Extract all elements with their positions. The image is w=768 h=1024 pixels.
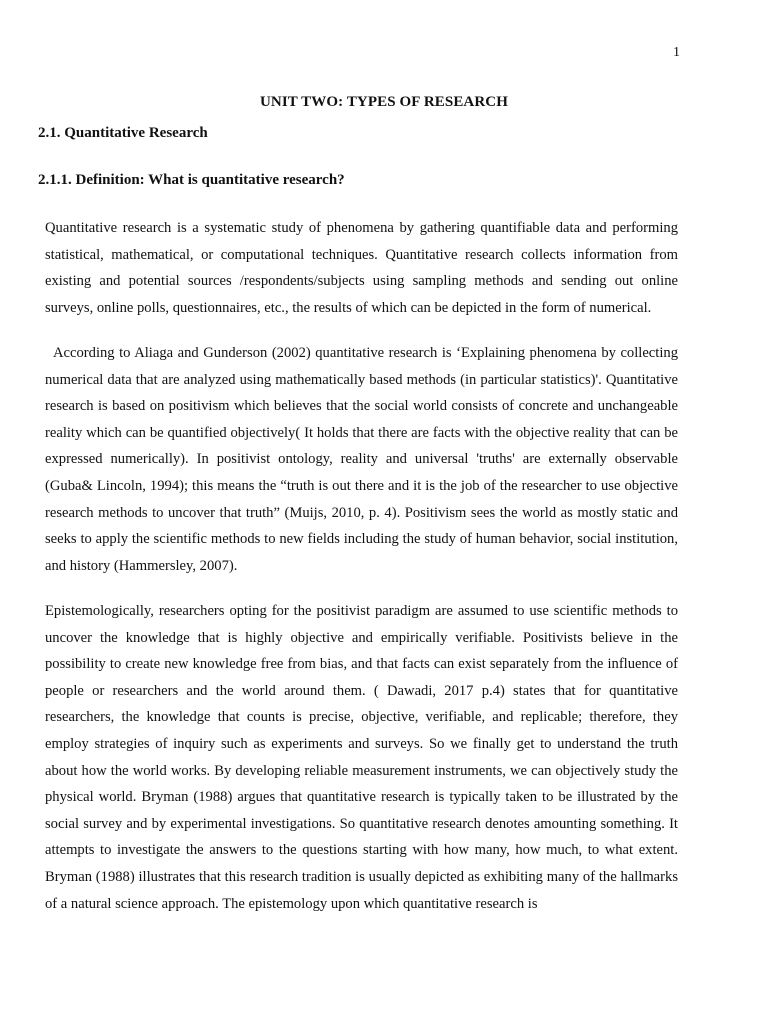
paragraph-epistemology: Epistemologically, researchers opting for the positivist paradigm are assumed to use scientific methods to uncover the knowledge that is highly objective and empirically verifiable. Positivists believe in the possibility to create new knowledge free from bias, and that facts can exist separately from the influence of people or researchers and the world around them. ( Dawadi, 2017 p.4) states that for quantitative researchers, the knowledge that counts is precise, objective, verifiable, and replicable; therefore, they employ strategies of inquiry such as experiments and surveys. So we finally get to understand the truth about how the world works. By developing reliable measurement instruments, we can objectively study the physical world. Bryman (1988) argues that quantitative research is typically taken to be illustrated by the social survey and by experimental investigations. So quantitative research denotes amounting something. It attempts to investigate the answers to the questions starting with how many, how much, to what extent. Bryman (1988) illustrates that this research tradition is usually depicted as exhibiting many of the hallmarks of a natural science approach. The epistemology upon which quantitative research is: [45, 603, 678, 912]
section-heading: 2.1. Quantitative Research: [38, 125, 208, 141]
unit-title: UNIT TWO: TYPES OF RESEARCH: [259, 94, 509, 110]
paragraph-aliaga-gunderson: According to Aliaga and Gunderson (2002) quantitative research is ‘Explaining phenomena by collecting numerical data that are analyzed using mathematically based methods (in particular statistics)'. Quantitative research is based on positivism which believes that the social world consists of concrete and unchangeable reality which can be quantified objectively( It holds that there are facts with the objective reality that can be expressed numerically). In positivist ontology, reality and universal 'truths' are externally observable (Guba& Lincoln, 1994); this means the “truth is out there and it is the job of the researcher to use objective research methods to uncover that truth” (Muijs, 2010, p. 4). Positivism sees the world as mostly static and seeks to apply the scientific methods to new fields including the study of human behavior, social institution, and history (Hammersley, 2007).: [45, 345, 678, 574]
page-number: 1: [673, 45, 680, 60]
paragraph-definition: Quantitative research is a systematic study of phenomena by gathering quantifiable data and performing statistical, mathematical, or computational techniques. Quantitative research collects information from existing and potential sources /respondents/subjects using sampling methods and sending out online surveys, online polls, questionnaires, etc., the results of which can be depicted in the form of numerical.: [45, 220, 678, 316]
subsection-heading: 2.1.1. Definition: What is quantitative research?: [38, 172, 345, 188]
